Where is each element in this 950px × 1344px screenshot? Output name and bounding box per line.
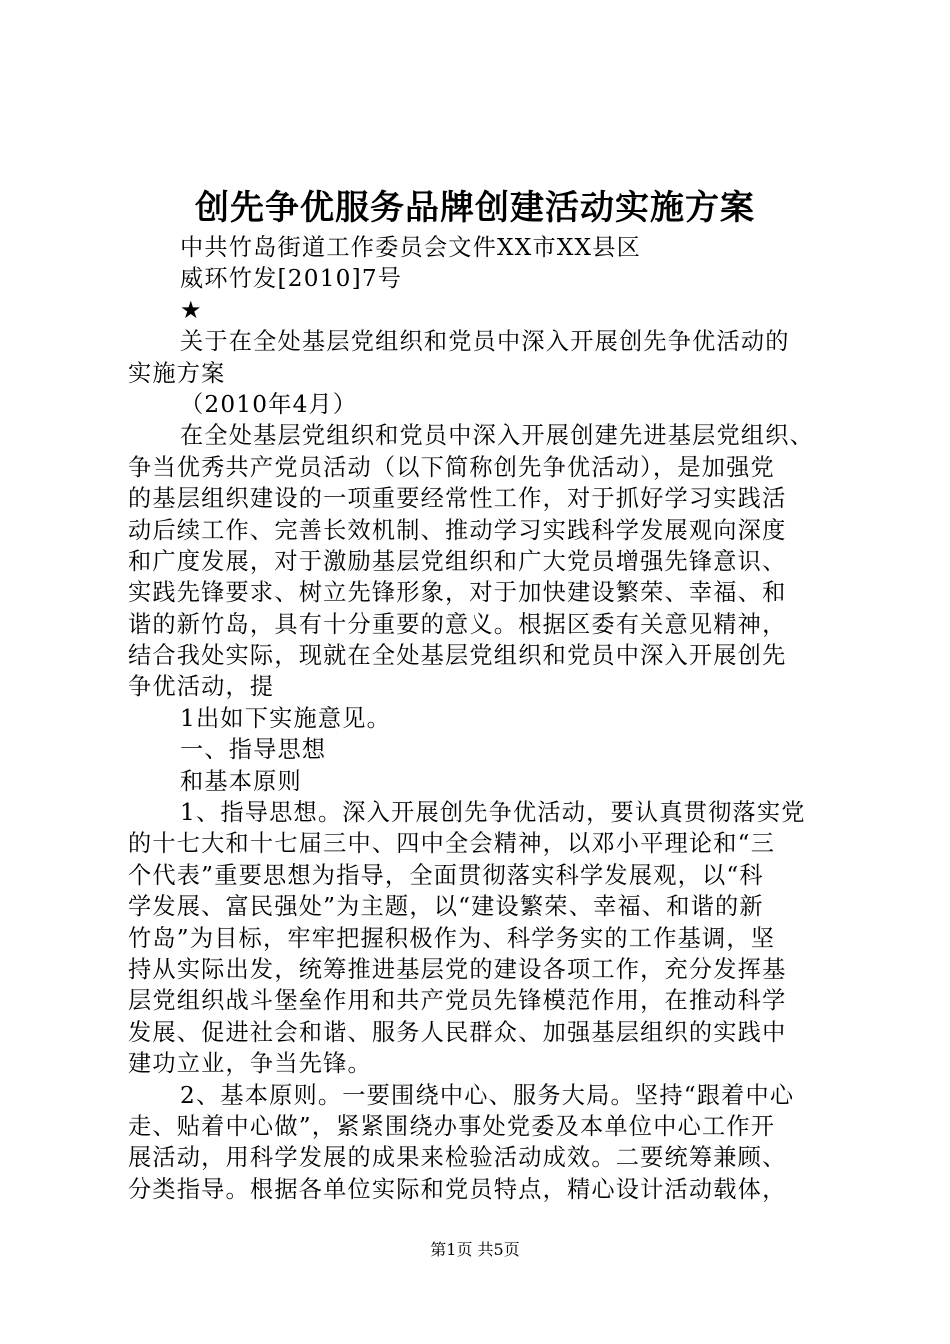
text-line: 关于在全处基层党组织和党员中深入开展创先争优活动的: [180, 328, 790, 356]
text-line: 争当优秀共产党员活动（以下简称创先争优活动），是加强党: [128, 453, 775, 481]
text-line: 威环竹发[2010]7号: [180, 265, 403, 293]
text-line: 和基本原则: [180, 767, 302, 795]
text-line: 层党组织战斗堡垒作用和共产党员先锋模范作用，在推动科学: [128, 987, 787, 1015]
document-title: 创先争优服务品牌创建活动实施方案: [195, 188, 755, 228]
text-line: 1出如下实施意见。: [180, 704, 392, 732]
text-line: 1、指导思想。深入开展创先争优活动，要认真贯彻落实党: [180, 799, 806, 827]
text-line: 的十七大和十七届三中、四中全会精神，以邓小平理论和“三: [128, 830, 776, 858]
text-line: 2、基本原则。一要围绕中心、服务大局。坚持“跟着中心: [180, 1081, 795, 1109]
document-body: [128, 232, 828, 1205]
text-line: 在全处基层党组织和党员中深入开展创建先进基层党组织、: [180, 422, 815, 450]
text-line: 动后续工作、完善长效机制、推动学习实践科学发展观向深度: [128, 516, 787, 544]
text-line: 和广度发展，对于激励基层党组织和广大党员增强先锋意识、: [128, 547, 787, 575]
star-mark: ★: [180, 295, 203, 324]
text-line: （2010年4月）: [180, 390, 358, 418]
text-line: 结合我处实际，现就在全处基层党组织和党员中深入开展创先: [128, 642, 787, 670]
text-line: 争优活动，提: [128, 673, 275, 701]
text-line: 发展、促进社会和谐、服务人民群众、加强基层组织的实践中: [128, 1018, 787, 1046]
text-line: 实施方案: [128, 359, 226, 387]
text-line: 建功立业，争当先锋。: [128, 1050, 372, 1078]
text-line: 分类指导。根据各单位实际和党员特点，精心设计活动载体，: [128, 1175, 787, 1203]
page-footer: 第1页 共5页: [430, 1240, 520, 1259]
text-line: 学发展、富民强处”为主题，以“建设繁荣、幸福、和谐的新: [128, 893, 764, 921]
text-line: 展活动，用科学发展的成果来检验活动成效。二要统筹兼顾、: [128, 1144, 787, 1172]
text-line: 实践先锋要求、树立先锋形象，对于加快建设繁荣、幸福、和: [128, 579, 787, 607]
text-line: 谐的新竹岛，具有十分重要的意义。根据区委有关意见精神，: [128, 610, 787, 638]
text-line: 持从实际出发，统筹推进基层党的建设各项工作，充分发挥基: [128, 955, 787, 983]
text-line: 的基层组织建设的一项重要经常性工作，对于抓好学习实践活: [128, 485, 787, 513]
text-line: 走、贴着中心做”，紧紧围绕办事处党委及本单位中心工作开: [128, 1112, 776, 1140]
text-line: 竹岛”为目标，牢牢把握积极作为、科学务实的工作基调，坚: [128, 924, 776, 952]
text-line: 中共竹岛街道工作委员会文件XX市XX县区: [180, 234, 642, 261]
text-line: 一、指导思想: [180, 736, 327, 764]
text-line: 个代表”重要思想为指导，全面贯彻落实科学发展观，以“科: [128, 861, 764, 889]
